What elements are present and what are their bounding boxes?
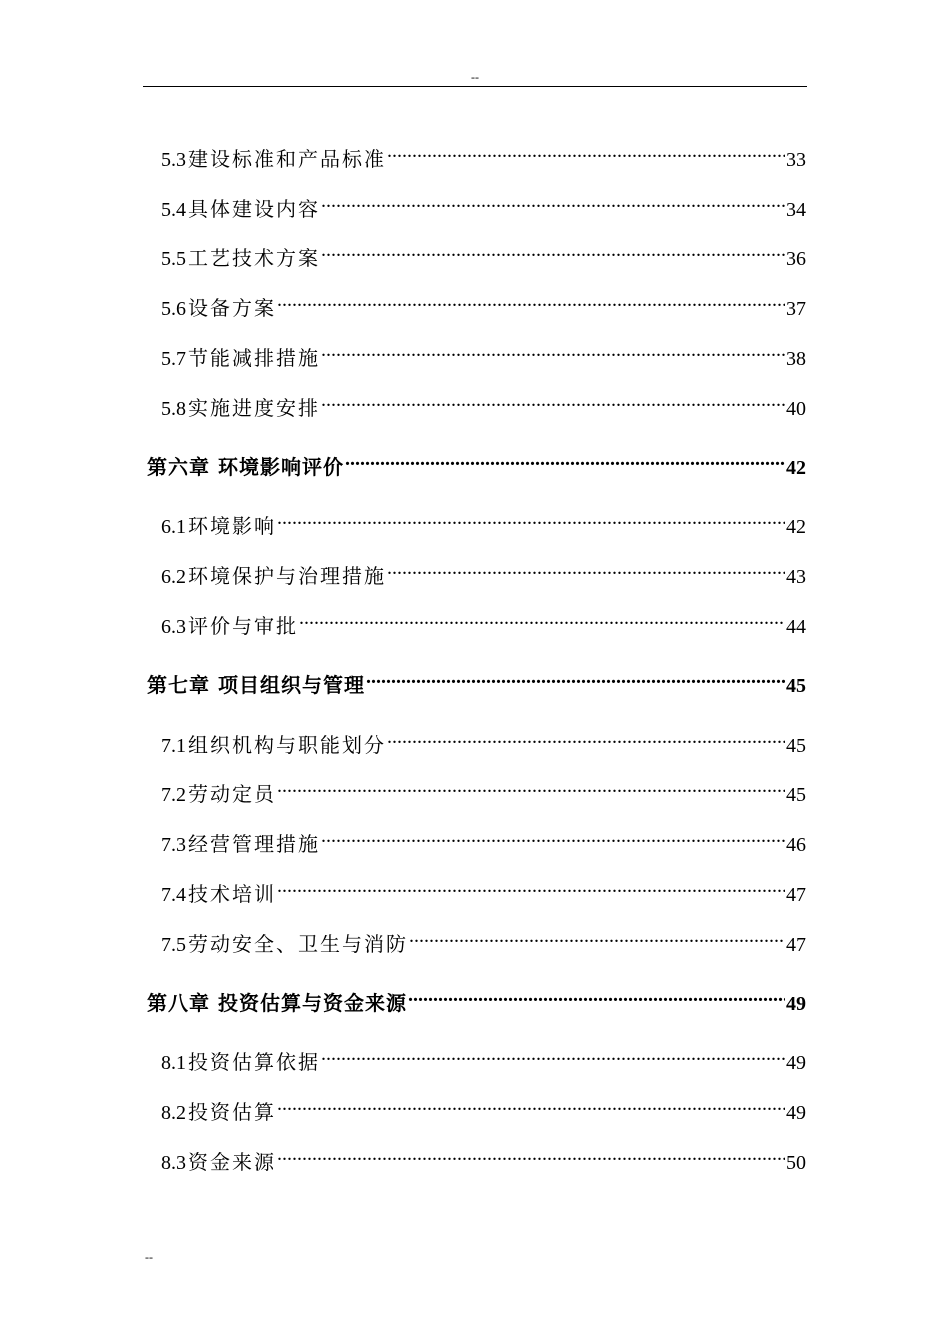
toc-title: 设备方案 <box>188 296 276 320</box>
toc-number: 7.4 <box>161 884 186 906</box>
toc-number: 5.8 <box>161 398 186 420</box>
toc-title: 投资估算 <box>188 1100 276 1124</box>
toc-leader-dots <box>277 503 785 533</box>
toc-leader-dots <box>277 1139 785 1169</box>
toc-leader-dots <box>321 235 785 265</box>
toc-number: 8.3 <box>161 1152 186 1174</box>
toc-leader-dots <box>321 821 785 851</box>
toc-leader-dots <box>277 1089 785 1119</box>
toc-page-number: 34 <box>786 199 806 221</box>
toc-leader-dots <box>387 553 785 583</box>
toc-page-number: 49 <box>786 993 806 1015</box>
toc-number: 8.1 <box>161 1052 186 1074</box>
toc-number: 6.3 <box>161 616 186 638</box>
toc-page-number: 33 <box>786 149 806 171</box>
toc-leader-dots <box>408 980 785 1010</box>
toc-chapter-7[interactable] <box>145 662 806 697</box>
toc-entry-7-3[interactable] <box>161 821 806 856</box>
toc-entry-5-4[interactable] <box>161 186 806 221</box>
toc-page-number: 40 <box>786 398 806 420</box>
toc-leader-dots <box>277 771 785 801</box>
header-rule <box>143 86 807 87</box>
toc-entry-5-3[interactable] <box>161 136 806 171</box>
toc-page-number: 46 <box>786 834 806 856</box>
toc-entry-5-7[interactable] <box>161 335 806 370</box>
toc-entry-7-2[interactable] <box>161 771 806 806</box>
toc-title: 建设标准和产品标准 <box>188 147 386 171</box>
toc-title: 具体建设内容 <box>188 197 320 221</box>
toc-entry-5-5[interactable] <box>161 235 806 270</box>
toc-chapter-title: 第六章 环境影响评价 <box>147 455 344 479</box>
toc-page-number: 37 <box>786 298 806 320</box>
toc-number: 7.3 <box>161 834 186 856</box>
toc-entry-5-6[interactable] <box>161 285 806 320</box>
toc-title: 经营管理措施 <box>188 832 320 856</box>
toc-entry-6-3[interactable] <box>161 603 806 638</box>
toc-number: 7.2 <box>161 784 186 806</box>
toc-page-number: 50 <box>786 1152 806 1174</box>
toc-title: 技术培训 <box>188 882 276 906</box>
toc-entry-8-3[interactable] <box>161 1139 806 1174</box>
toc-leader-dots <box>321 1039 785 1069</box>
toc-page-number: 36 <box>786 248 806 270</box>
toc-title: 工艺技术方案 <box>188 246 320 270</box>
toc-number: 5.7 <box>161 348 186 370</box>
toc-title: 投资估算依据 <box>188 1050 320 1074</box>
toc-entry-6-2[interactable] <box>161 553 806 588</box>
toc-page-number: 45 <box>786 675 806 697</box>
toc-entry-8-1[interactable] <box>161 1039 806 1074</box>
toc-page-number: 43 <box>786 566 806 588</box>
toc-title: 劳动定员 <box>188 782 276 806</box>
toc-title: 劳动安全、卫生与消防 <box>188 932 408 956</box>
toc-leader-dots <box>277 871 785 901</box>
toc-number: 5.4 <box>161 199 186 221</box>
toc-number: 8.2 <box>161 1102 186 1124</box>
toc-entry-8-2[interactable] <box>161 1089 806 1124</box>
toc-leader-dots <box>387 722 785 752</box>
toc-leader-dots <box>321 335 785 365</box>
toc-page-number: 49 <box>786 1102 806 1124</box>
toc-page-number: 38 <box>786 348 806 370</box>
toc-page-number: 42 <box>786 457 806 479</box>
toc-number: 6.1 <box>161 516 186 538</box>
toc-chapter-6[interactable] <box>145 444 806 479</box>
toc-title: 资金来源 <box>188 1150 276 1174</box>
toc-number: 6.2 <box>161 566 186 588</box>
toc-title: 环境影响 <box>188 514 276 538</box>
toc-leader-dots <box>387 136 785 166</box>
toc-chapter-8[interactable] <box>145 980 806 1015</box>
toc-title: 实施进度安排 <box>188 396 320 420</box>
toc-title: 组织机构与职能划分 <box>188 733 386 757</box>
toc-leader-dots <box>345 444 785 474</box>
toc-page-number: 47 <box>786 884 806 906</box>
footer-mark: -- <box>145 1250 153 1264</box>
toc-title: 评价与审批 <box>188 614 298 638</box>
toc-page-number: 42 <box>786 516 806 538</box>
toc-page-number: 45 <box>786 784 806 806</box>
toc-title: 节能减排措施 <box>188 346 320 370</box>
toc-page-number: 49 <box>786 1052 806 1074</box>
toc-entry-6-1[interactable] <box>161 503 806 538</box>
toc-leader-dots <box>299 603 785 633</box>
toc-leader-dots <box>409 921 785 951</box>
toc-entry-7-1[interactable] <box>161 722 806 757</box>
toc-entry-5-8[interactable] <box>161 385 806 420</box>
toc-leader-dots <box>277 285 785 315</box>
toc-number: 5.3 <box>161 149 186 171</box>
toc-page-number: 44 <box>786 616 806 638</box>
toc-chapter-title: 第八章 投资估算与资金来源 <box>147 991 407 1015</box>
toc-title: 环境保护与治理措施 <box>188 564 386 588</box>
toc-chapter-title: 第七章 项目组织与管理 <box>147 673 365 697</box>
toc-number: 5.5 <box>161 248 186 270</box>
toc-page-number: 45 <box>786 735 806 757</box>
toc-entry-7-4[interactable] <box>161 871 806 906</box>
toc-entry-7-5[interactable] <box>161 921 806 956</box>
toc-leader-dots <box>321 385 785 415</box>
toc-page-number: 47 <box>786 934 806 956</box>
toc-leader-dots <box>366 662 785 692</box>
toc-number: 7.5 <box>161 934 186 956</box>
header-mark: -- <box>471 70 479 84</box>
toc-number: 5.6 <box>161 298 186 320</box>
toc-number: 7.1 <box>161 735 186 757</box>
toc-leader-dots <box>321 186 785 216</box>
